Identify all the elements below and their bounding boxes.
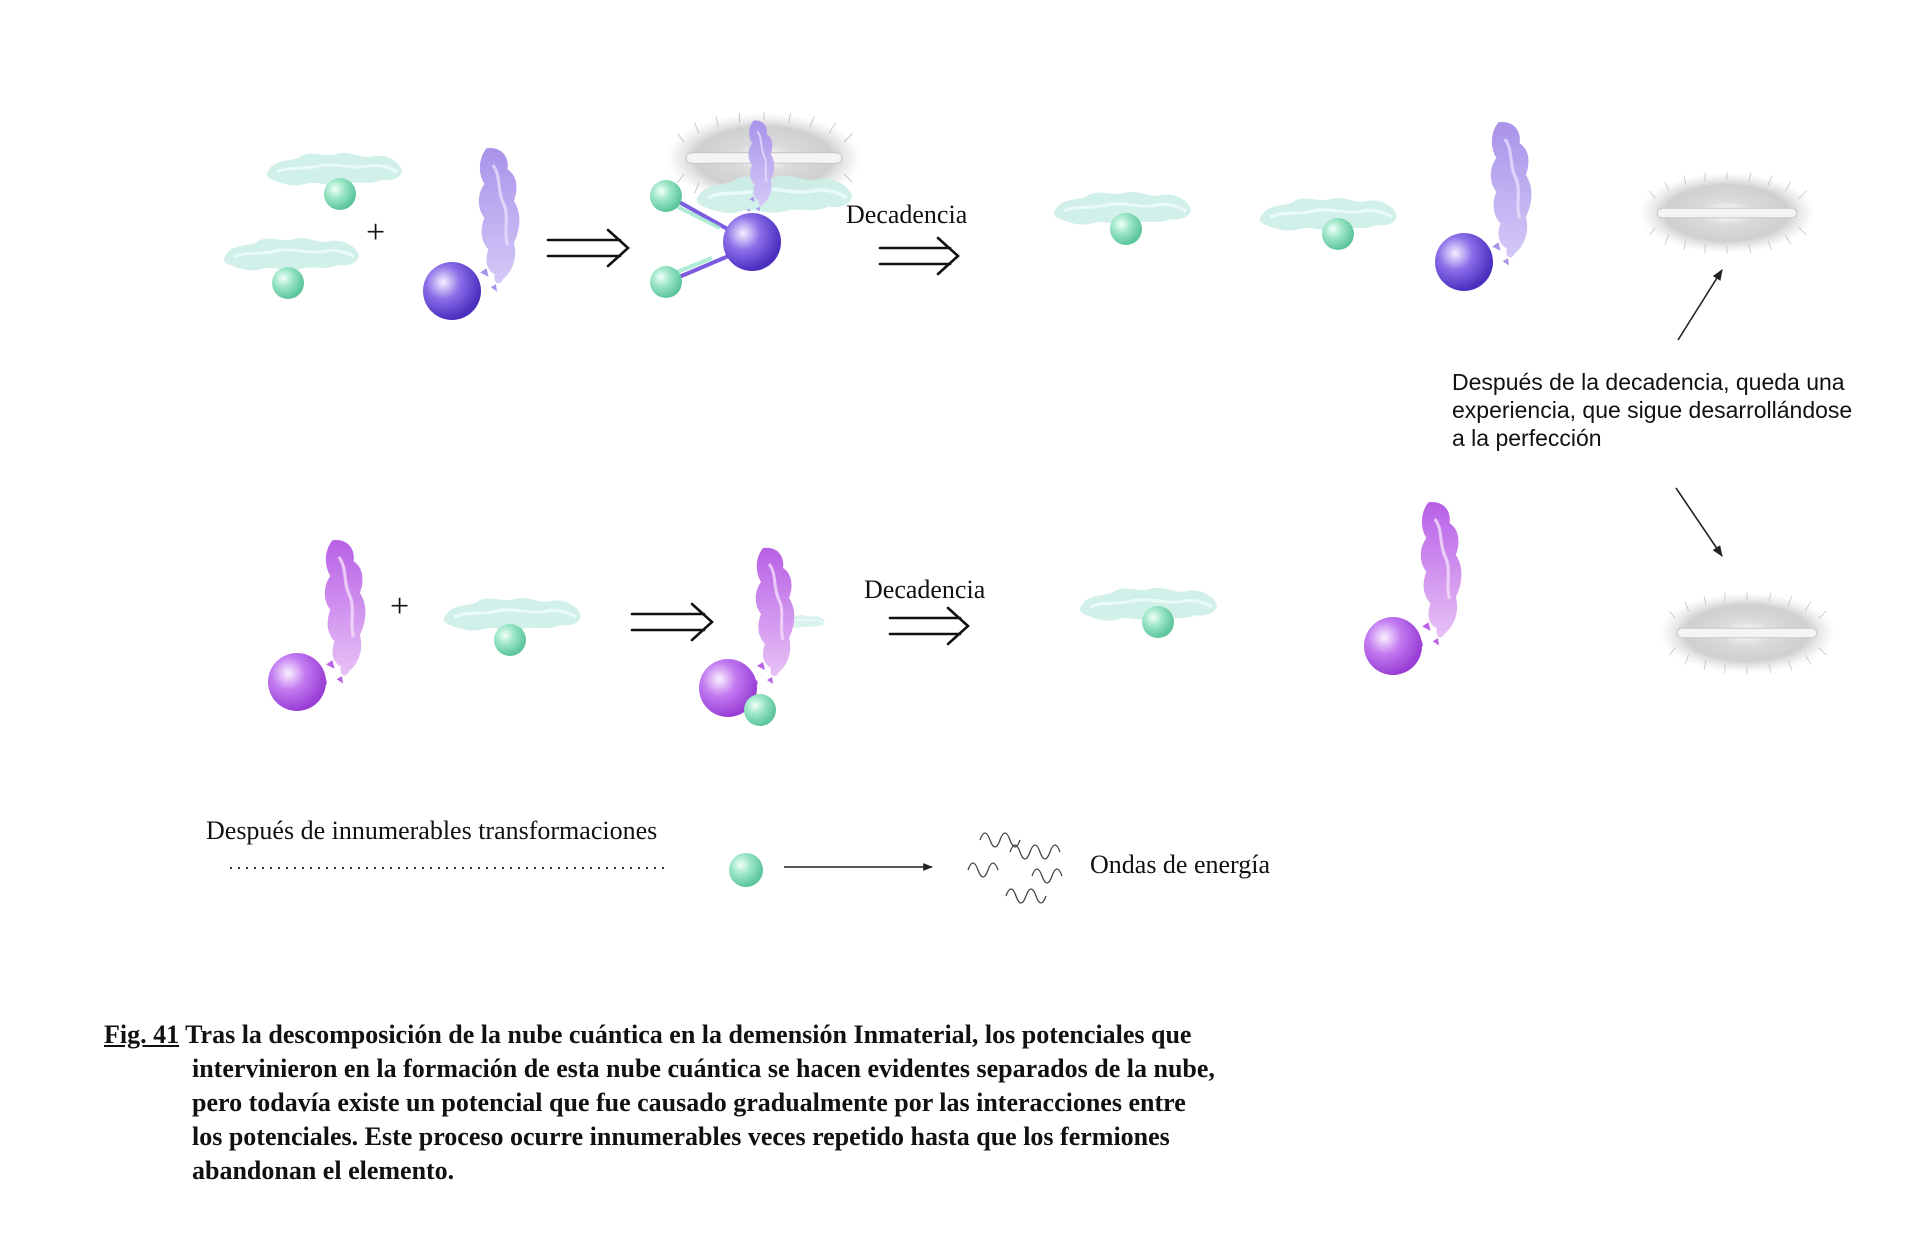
row1-cloud-b (224, 238, 359, 270)
note-arrow-up (1678, 270, 1722, 340)
row2-green-particle-bound (744, 694, 776, 726)
energy-waves-icon (968, 833, 1062, 903)
caption-line-5: abandonan el elemento. (192, 1156, 455, 1185)
row2-decay-label: Decadencia (864, 575, 986, 604)
figure-caption (104, 1018, 1284, 1188)
caption-line-3: pero todavía existe un potencial que fue causado gradualmente por las interacciones entre (192, 1088, 1186, 1117)
row1-blue-flame (476, 148, 519, 293)
row1-blue-particle-bound (723, 213, 781, 271)
row1-green-particle-b (272, 267, 304, 299)
experience-note-line1: Después de la decadencia, queda una (1452, 369, 1845, 395)
row1-combined-cloud (666, 112, 862, 213)
energy-waves-label: Ondas de energía (1090, 850, 1271, 879)
row1-blue-particle-freed (1435, 233, 1493, 291)
row2-double-arrow-2 (890, 608, 968, 644)
row1-plus-sign: + (366, 214, 386, 251)
row1-green-particle-c (650, 180, 682, 212)
figure-number: Fig. 41 (104, 1020, 180, 1049)
note-arrow-down (1676, 488, 1722, 556)
row1-experience (1639, 172, 1815, 254)
row1-green-particle-f (1322, 218, 1354, 250)
bottom-green-particle (729, 853, 763, 887)
row2-double-arrow-1 (632, 604, 712, 640)
row1-double-arrow-2 (880, 238, 958, 274)
row2-green-particle-a (494, 624, 526, 656)
row2-violet-flame (322, 540, 365, 685)
caption-line-2: intervinieron en la formación de esta nube cuántica se hacen evidentes separados de la nube, (192, 1054, 1215, 1083)
row1-decay-label: Decadencia (846, 200, 968, 229)
experience-note-line3: a la perfección (1452, 425, 1602, 451)
experience-note (1452, 368, 1912, 452)
row2-green-particle-b (1142, 606, 1174, 638)
row2-combined (753, 548, 825, 685)
row1-double-arrow-1 (548, 230, 628, 266)
row1-blue-particle (423, 262, 481, 320)
row2-violet-flame-freed (1418, 502, 1461, 647)
row1-blue-flame-freed (1488, 122, 1531, 267)
after-transformations-label: Después de innumerables transformaciones (206, 816, 658, 845)
caption-line-1: Tras la descomposición de la nube cuántica en la demensión Inmaterial, los potenciales que (185, 1020, 1192, 1049)
row2-experience (1659, 592, 1835, 674)
row1-green-particle-e (1110, 213, 1142, 245)
row1-green-particle-a (324, 178, 356, 210)
row2-violet-particle (268, 653, 326, 711)
caption-line-4: los potenciales. Este proceso ocurre innumerables veces repetido hasta que los fermiones (192, 1122, 1170, 1151)
row1-green-particle-d (650, 266, 682, 298)
row2-plus-sign: + (390, 588, 410, 625)
experience-note-line2: experiencia, que sigue desarrollándose (1452, 397, 1853, 423)
row2-violet-particle-freed (1364, 617, 1422, 675)
